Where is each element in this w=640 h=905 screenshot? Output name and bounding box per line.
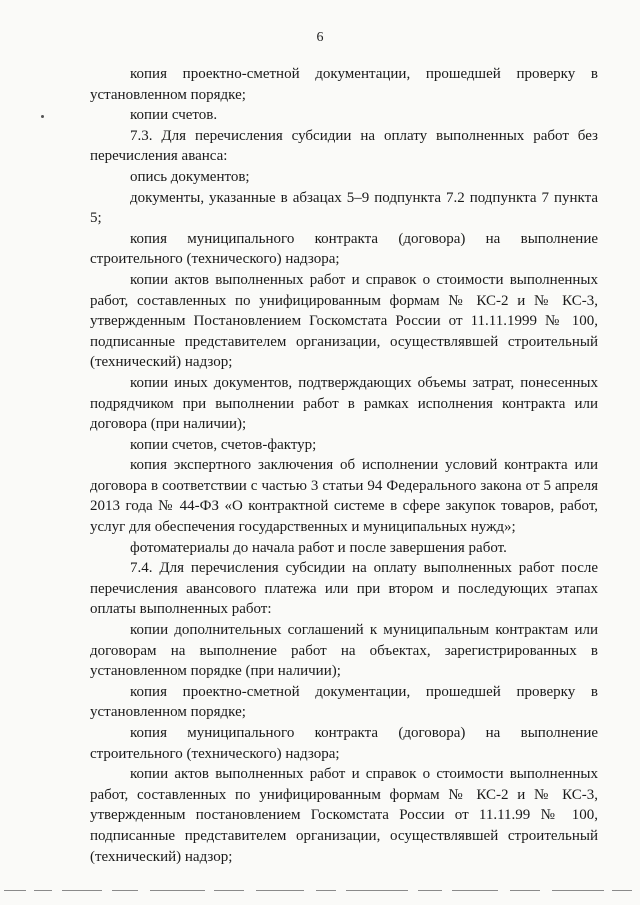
- scan-speck: [41, 115, 44, 118]
- paragraph: документы, указанные в абзацах 5–9 подпункта 7.2 подпункта 7 пункта 5;: [90, 189, 598, 227]
- paragraph: 7.4. Для перечисления субсидии на оплату выполненных работ после перечисления авансового платежа или при втором и последующих этапах оплаты выполненных работ:: [90, 560, 598, 618]
- paragraph: фотоматериалы до начала работ и после завершения работ.: [130, 539, 507, 556]
- paragraph: копии актов выполненных работ и справок о стоимости выполненных работ, составленных по унифицированным формам № КС-2 и № КС-3, утвержденным Постановлением Госкомстата России от 11.11.1999 № 100, подписанные представителем организации, осуществлявшей строительный (технический) надзор;: [90, 271, 598, 371]
- page-number: 6: [316, 30, 324, 45]
- paragraph: копии дополнительных соглашений к муниципальным контрактам или договорам на выполнение работ на объектах, зарегистрированных в установленном порядке (при наличии);: [90, 622, 598, 680]
- paragraph: копии актов выполненных работ и справок о стоимости выполненных работ, составленных по унифицированным формам № КС-2 и № КС-3, утвержденным постановлением Госкомстата России от 11.11.99 № 100, подписанные представителем организации, осуществлявшей строительный (технический) надзор;: [90, 766, 598, 865]
- scan-edge-artifact: [0, 880, 640, 905]
- paragraph: копия проектно-сметной документации, прошедшей проверку в установленном порядке;: [90, 683, 598, 721]
- paragraph: копии счетов.: [130, 107, 218, 124]
- paragraph: опись документов;: [130, 168, 250, 185]
- paragraph: копии иных документов, подтверждающих объемы затрат, понесенных подрядчиком при выполнении работ в рамках исполнения контракта или договора (при наличии);: [90, 374, 598, 433]
- paragraph: копия проектно-сметной документации, прошедшей проверку в установленном порядке;: [90, 66, 598, 103]
- paragraph: копии счетов, счетов-фактур;: [130, 436, 317, 453]
- paragraph: копия муниципального контракта (договора) на выполнение строительного (технического) надзора;: [90, 230, 598, 268]
- paragraph: 7.3. Для перечисления субсидии на оплату выполненных работ без перечисления аванса:: [90, 127, 598, 165]
- document-body: [90, 64, 598, 867]
- paragraph: копия экспертного заключения об исполнении условий контракта или договора в соответствии с частью 3 статьи 94 Федерального закона от 5 апреля 2013 года № 44-ФЗ «О контрактной системе в сфере закупок товаров, работ, услуг для обеспечения государственных и муниципальных нужд»;: [90, 457, 598, 536]
- paragraph: копия муниципального контракта (договора) на выполнение строительного (технического) надзора;: [90, 725, 598, 762]
